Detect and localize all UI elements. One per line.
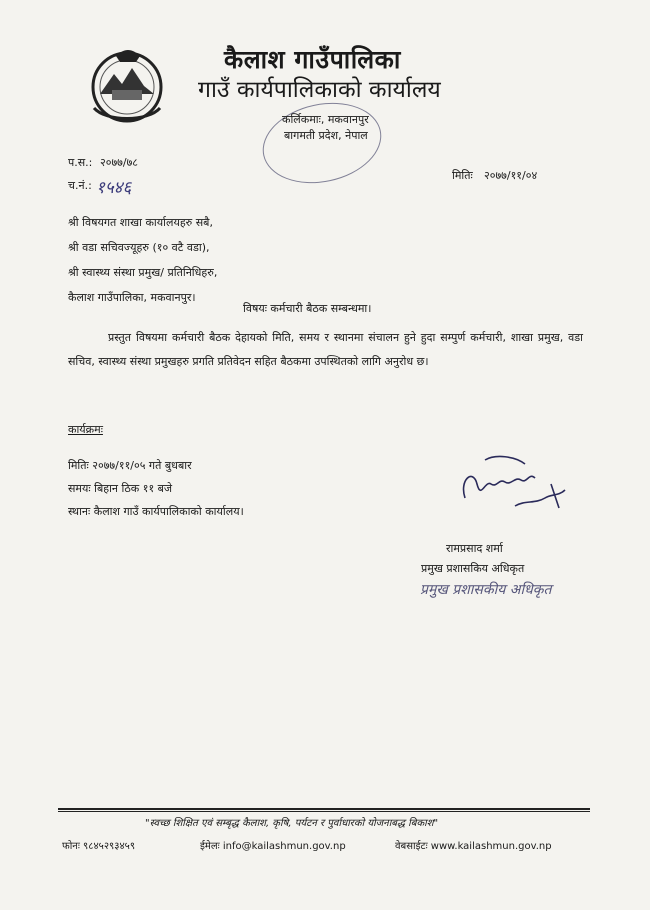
footer-website: वेबसाईटः www.kailashmun.gov.np [395,841,552,852]
municipality-title: कैलाश गाउँपालिका [224,45,401,74]
footer-slogan: "स्वच्छ शिक्षित एवं सम्बृद्ध कैलाश, कृषि, पर्यटन र पुर्वाधारको योजनाबद्ध बिकाश" [145,818,439,829]
recipient-line: श्री विषयगत शाखा कार्यालयहरु सबै, [68,216,213,229]
office-province: बागमती प्रदेश, नेपाल [284,129,368,142]
office-stamp [255,92,389,193]
footer-divider-thin [58,811,590,812]
program-place: स्थानः कैलाश गाउँ कार्यपालिकाको कार्यालय। [68,505,244,518]
program-time: समयः बिहान ठिक ११ बजे [68,482,173,495]
date-label: मितिः [452,169,473,182]
recipient-list [68,210,217,310]
footer-email: ईमेलः info@kailashmun.gov.np [200,841,346,852]
letter-subject: विषयः कर्मचारी बैठक सम्बन्धमा। [243,302,372,315]
cn-value: १५४६ [96,178,132,198]
cn-label: च.नं.: [68,179,92,192]
office-address: कर्लिकमाः, मकवानपुर [282,113,369,126]
signatory-stamp: प्रमुख प्रशासकीय अधिकृत [420,582,552,598]
letter-body: प्रस्तुत विषयमा कर्मचारी बैठक देहायको मिति, समय र स्थानमा संचालन हुने हुदा सम्पुर्ण कर्मचारी, शाखा प्रमुख, वडा सचिव, स्वास्थ्य संस्था प्रमुखहरु प्रगति प्रतिवेदन सहित बैठकमा उपस्थितको लागि अनुरोध छ। [68,331,583,368]
recipient-line: श्री वडा सचिवज्यूहरु (१० वटै वडा), [68,241,210,254]
footer-phone: फोनः ९८४५२९३४५९ [62,841,136,852]
recipient-line: कैलाश गाउँपालिका, मकवानपुर। [68,291,196,304]
program-heading: कार्यक्रमः [68,423,103,436]
nepal-emblem-logo [86,44,168,126]
program-date: मितिः २०७७/११/०५ गते बुधबार [68,459,192,472]
office-subtitle: गाउँ कार्यपालिकाको कार्यालय [198,77,441,103]
footer-divider [58,808,590,810]
ps-value: २०७७/७८ [100,156,139,169]
signatory-title: प्रमुख प्रशासकिय अधिकृत [421,562,525,575]
program-schedule [68,454,244,523]
date-value: २०७७/११/०४ [484,169,538,182]
handwritten-signature [455,450,575,530]
signatory-name: रामप्रसाद शर्मा [446,542,503,555]
recipient-line: श्री स्वास्थ्य संस्था प्रमुख/ प्रतिनिधिहरु, [68,266,218,279]
ps-label: प.स.: [68,156,93,169]
